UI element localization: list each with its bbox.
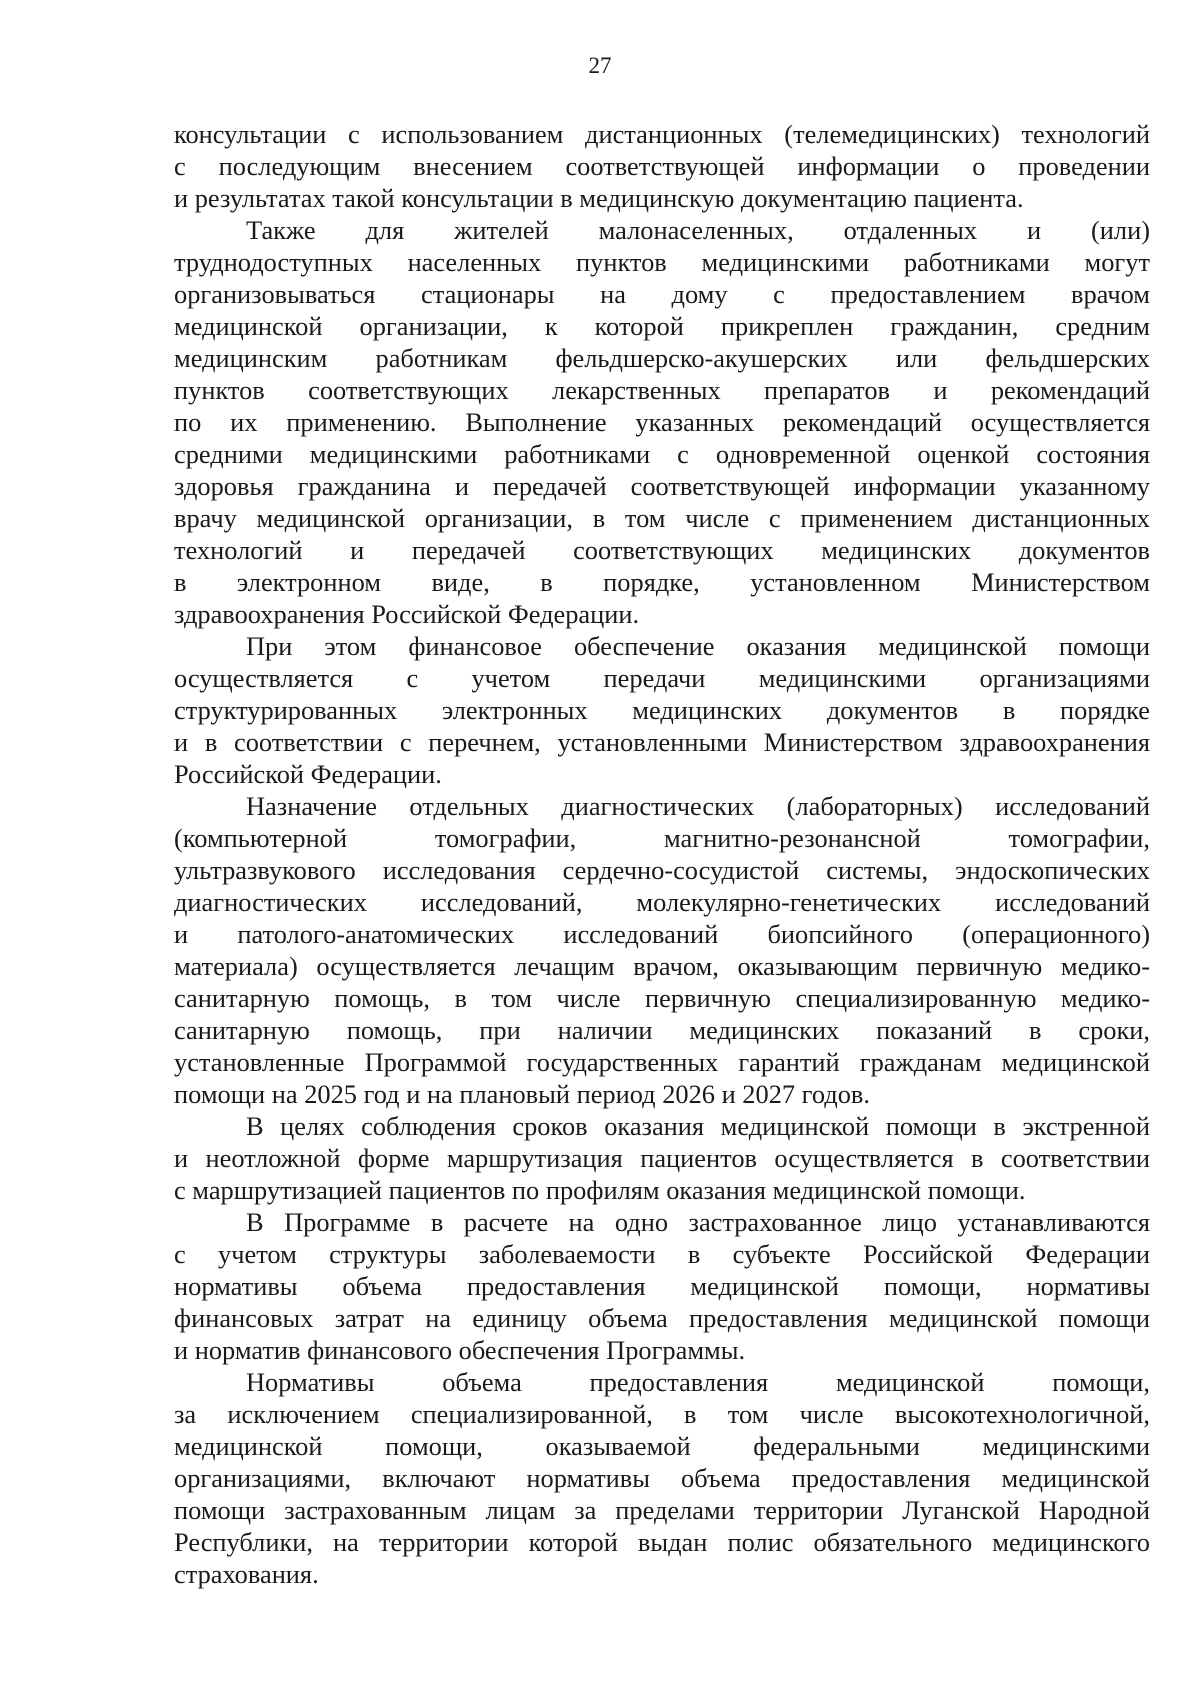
text-line: и неотложной форме маршрутизация пациентов осуществляется в соответствии: [174, 1143, 1150, 1173]
text-line: организациями, включают нормативы объема предоставления медицинской: [174, 1463, 1150, 1493]
paragraph: [174, 1366, 1150, 1590]
text-line: ультразвукового исследования сердечно-сосудистой системы, эндоскопических: [174, 855, 1150, 885]
text-line: и результатах такой консультации в медицинскую документацию пациента.: [174, 183, 1024, 213]
text-line: с последующим внесением соответствующей информации о проведении: [174, 151, 1150, 181]
text-line: и норматив финансового обеспечения Программы.: [174, 1335, 746, 1365]
text-line: финансовых затрат на единицу объема предоставления медицинской помощи: [174, 1303, 1150, 1333]
text-line: материала) осуществляется лечащим врачом, оказывающим первичную медико-: [174, 951, 1150, 981]
text-line: страхования.: [174, 1559, 319, 1589]
text-line: установленные Программой государственных гарантий гражданам медицинской: [174, 1047, 1150, 1077]
text-line: Назначение отдельных диагностических (лабораторных) исследований: [246, 791, 1150, 821]
text-line: санитарную помощь, в том числе первичную специализированную медико-: [174, 983, 1150, 1013]
text-line: консультации с использованием дистанционных (телемедицинских) технологий: [174, 119, 1150, 149]
text-line: здравоохранения Российской Федерации.: [174, 599, 640, 629]
text-line: здоровья гражданина и передачей соответствующей информации указанному: [174, 471, 1150, 501]
text-line: с маршрутизацией пациентов по профилям оказания медицинской помощи.: [174, 1175, 1026, 1205]
text-line: При этом финансовое обеспечение оказания медицинской помощи: [246, 631, 1150, 661]
text-line: (компьютерной томографии, магнитно-резонансной томографии,: [174, 823, 1150, 853]
text-line: медицинской организации, к которой прикреплен гражданин, средним: [174, 311, 1150, 341]
paragraph: [174, 214, 1150, 630]
paragraph: [174, 1110, 1150, 1206]
paragraph: [174, 118, 1150, 214]
text-line: технологий и передачей соответствующих медицинских документов: [174, 535, 1150, 565]
text-line: осуществляется с учетом передачи медицинскими организациями: [174, 663, 1150, 693]
page-number: 27: [588, 53, 612, 78]
text-line: за исключением специализированной, в том числе высокотехнологичной,: [174, 1399, 1150, 1429]
text-line: организовываться стационары на дому с предоставлением врачом: [174, 279, 1150, 309]
text-line: и патолого-анатомических исследований биопсийного (операционного): [174, 919, 1150, 949]
text-line: Нормативы объема предоставления медицинской помощи,: [246, 1367, 1150, 1397]
text-line: диагностических исследований, молекулярно-генетических исследований: [174, 887, 1150, 917]
text-line: нормативы объема предоставления медицинской помощи, нормативы: [174, 1271, 1150, 1301]
text-line: Республики, на территории которой выдан полис обязательного медицинского: [174, 1527, 1150, 1557]
text-line: труднодоступных населенных пунктов медицинскими работниками могут: [174, 247, 1150, 277]
text-line: Российской Федерации.: [174, 759, 442, 789]
text-line: врачу медицинской организации, в том числе с применением дистанционных: [174, 503, 1150, 533]
paragraph: [174, 1206, 1150, 1366]
text-line: медицинским работникам фельдшерско-акушерских или фельдшерских: [174, 343, 1150, 373]
text-line: пунктов соответствующих лекарственных препаратов и рекомендаций: [174, 375, 1150, 405]
text-line: помощи на 2025 год и на плановый период 2026 и 2027 годов.: [174, 1079, 870, 1109]
text-line: Также для жителей малонаселенных, отдаленных и (или): [246, 215, 1150, 245]
text-line: и в соответствии с перечнем, установленными Министерством здравоохранения: [174, 727, 1150, 757]
text-line: с учетом структуры заболеваемости в субъекте Российской Федерации: [174, 1239, 1150, 1269]
text-line: помощи застрахованным лицам за пределами территории Луганской Народной: [174, 1495, 1150, 1525]
text-line: В целях соблюдения сроков оказания медицинской помощи в экстренной: [246, 1111, 1150, 1141]
document-body: [174, 118, 1150, 1590]
text-line: средними медицинскими работниками с одновременной оценкой состояния: [174, 439, 1150, 469]
text-line: В Программе в расчете на одно застрахованное лицо устанавливаются: [246, 1207, 1150, 1237]
text-line: в электронном виде, в порядке, установленном Министерством: [174, 567, 1150, 597]
paragraph: [174, 790, 1150, 1110]
text-line: медицинской помощи, оказываемой федеральными медицинскими: [174, 1431, 1150, 1461]
text-line: санитарную помощь, при наличии медицинских показаний в сроки,: [174, 1015, 1150, 1045]
paragraph: [174, 630, 1150, 790]
text-line: структурированных электронных медицинских документов в порядке: [174, 695, 1150, 725]
text-line: по их применению. Выполнение указанных рекомендаций осуществляется: [174, 407, 1150, 437]
